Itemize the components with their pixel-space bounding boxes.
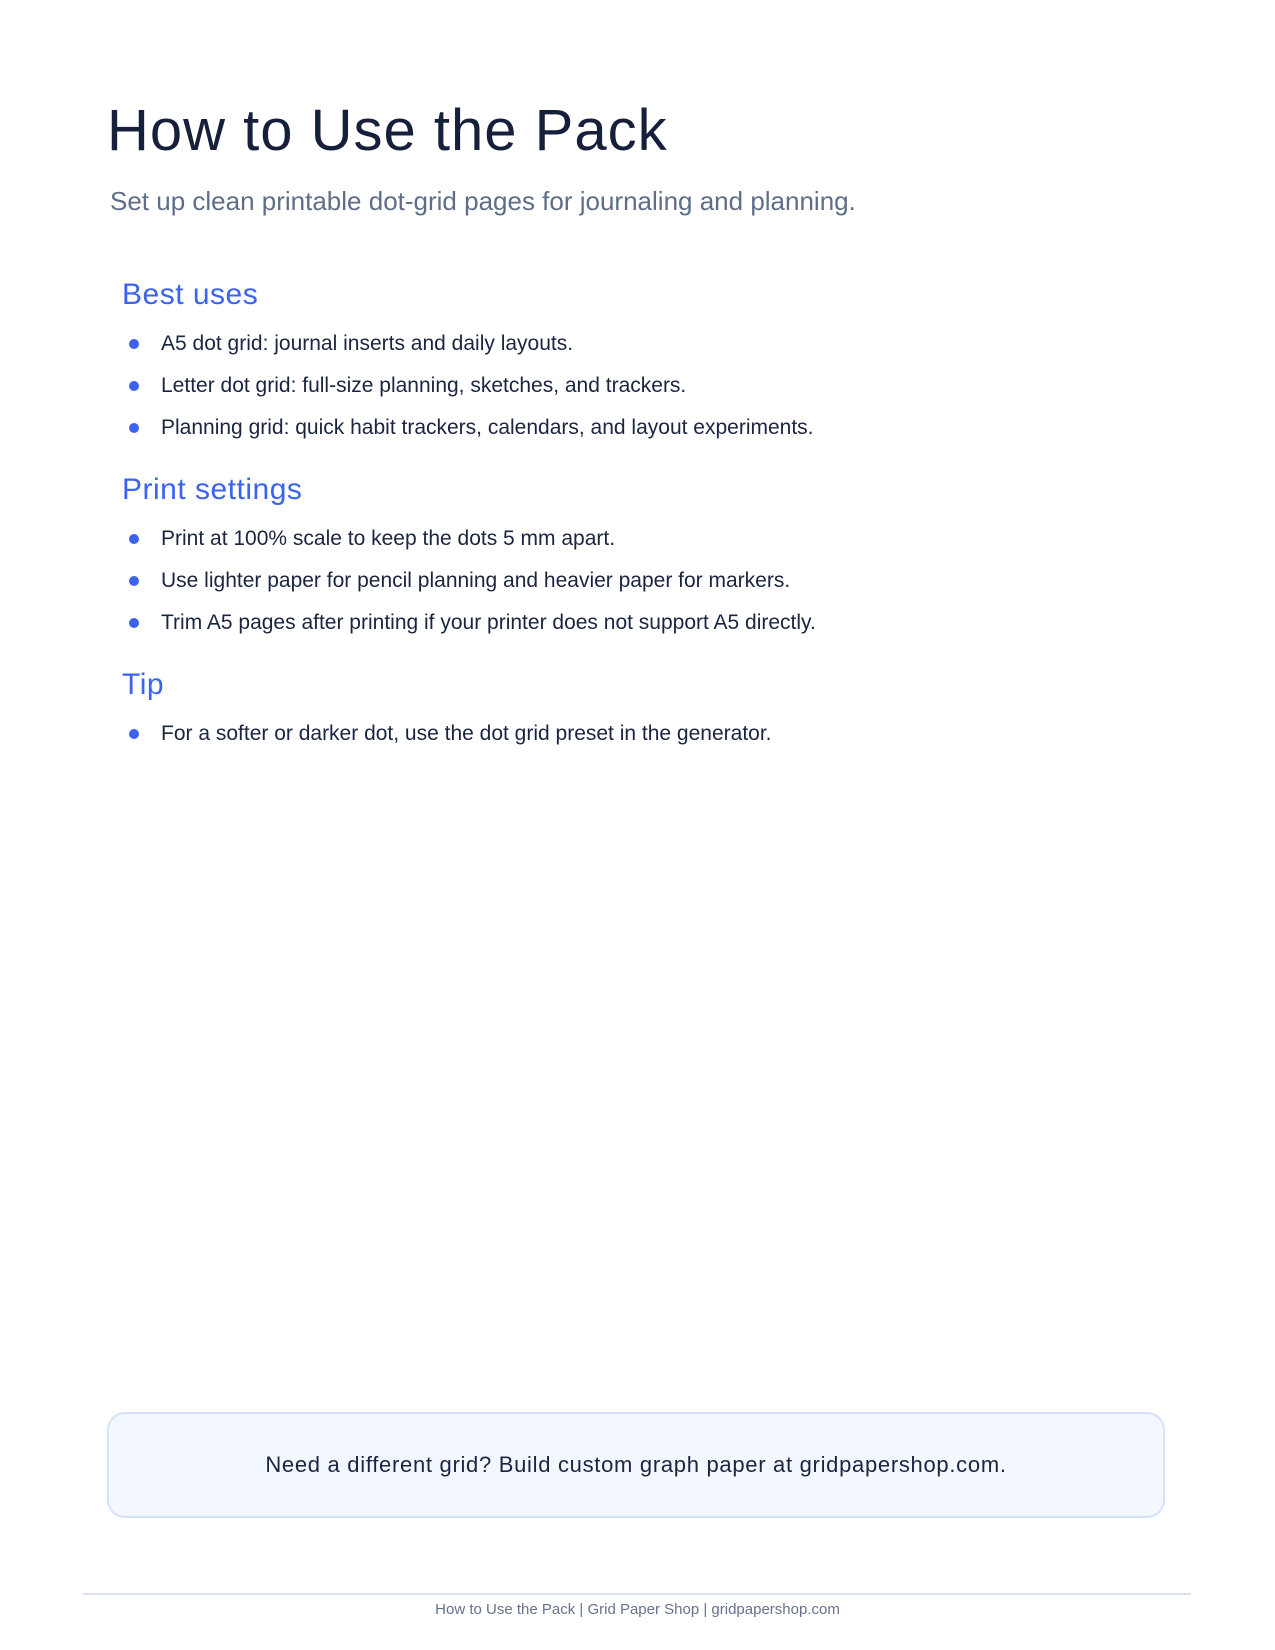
section-heading: Tip <box>122 668 165 701</box>
bullet-list <box>122 518 1142 644</box>
section-print-settings <box>122 472 1142 644</box>
list-item <box>122 713 1142 755</box>
list-item <box>122 518 1142 560</box>
bullet-dot-icon <box>129 423 139 433</box>
list-item-text: Trim A5 pages after printing if your printer does not support A5 directly. <box>161 611 816 634</box>
list-item <box>122 407 1142 449</box>
list-item <box>122 323 1142 365</box>
section-heading: Print settings <box>122 473 303 506</box>
page-subtitle: Set up clean printable dot-grid pages for journaling and planning. <box>110 186 856 216</box>
list-item <box>122 602 1142 644</box>
footer-divider <box>83 1593 1191 1595</box>
bullet-dot-icon <box>129 729 139 739</box>
list-item-text: For a softer or darker dot, use the dot grid preset in the generator. <box>161 722 772 745</box>
section-heading: Best uses <box>122 278 259 311</box>
bullet-list <box>122 323 1142 449</box>
bullet-dot-icon <box>129 339 139 349</box>
section-tip <box>122 667 1142 755</box>
page-title: How to Use the Pack <box>107 98 668 163</box>
bullet-dot-icon <box>129 381 139 391</box>
footer-text: How to Use the Pack | Grid Paper Shop | gridpapershop.com <box>435 1601 840 1618</box>
bullet-dot-icon <box>129 534 139 544</box>
list-item <box>122 365 1142 407</box>
list-item-text: A5 dot grid: journal inserts and daily layouts. <box>161 332 574 355</box>
list-item-text: Letter dot grid: full-size planning, sketches, and trackers. <box>161 374 687 397</box>
bullet-dot-icon <box>129 576 139 586</box>
section-best-uses <box>122 277 1142 449</box>
list-item-text: Planning grid: quick habit trackers, calendars, and layout experiments. <box>161 416 814 439</box>
callout-box <box>107 1412 1165 1518</box>
callout-text: Need a different grid? Build custom graph paper at gridpapershop.com. <box>265 1452 1007 1477</box>
bullet-list <box>122 713 1142 755</box>
bullet-dot-icon <box>129 618 139 628</box>
list-item-text: Print at 100% scale to keep the dots 5 mm apart. <box>161 527 616 550</box>
list-item <box>122 560 1142 602</box>
list-item-text: Use lighter paper for pencil planning and heavier paper for markers. <box>161 569 791 592</box>
